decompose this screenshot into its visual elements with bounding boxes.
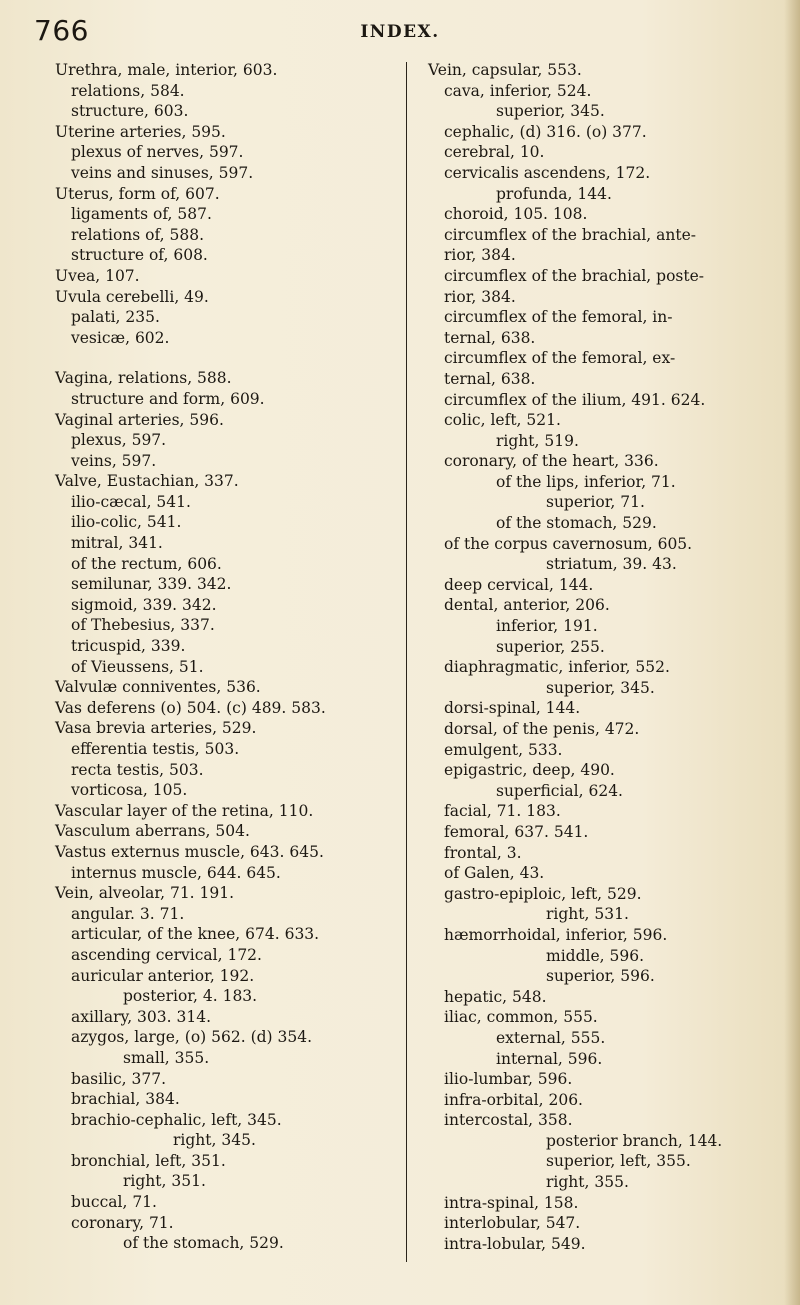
index-entry: Vastus externus muscle, 643. 645.	[55, 842, 324, 861]
index-entry: hepatic, 548.	[444, 987, 547, 1006]
index-entry: dental, anterior, 206.	[444, 596, 610, 615]
index-entry: ternal, 638.	[444, 328, 536, 347]
index-entry: colic, left, 521.	[444, 411, 561, 430]
index-entry: superior, 345.	[546, 678, 655, 697]
index-entry: veins and sinuses, 597.	[71, 163, 254, 182]
index-entry: auricular anterior, 192.	[71, 966, 255, 985]
index-entry: frontal, 3.	[444, 843, 522, 862]
index-entry: basilic, 377.	[71, 1069, 167, 1088]
index-entry: vorticosa, 105.	[71, 781, 188, 800]
index-entry: efferentia testis, 503.	[71, 740, 240, 758]
index-entry: superior, 71.	[546, 493, 645, 512]
page-number: 766	[34, 14, 89, 47]
index-entry: intercostal, 358.	[444, 1111, 573, 1130]
index-entry: ilio-cæcal, 541.	[71, 492, 191, 511]
index-entry: coronary, of the heart, 336.	[444, 452, 659, 471]
index-entry: angular. 3. 71.	[71, 904, 185, 923]
index-entry: infra-orbital, 206.	[444, 1090, 583, 1109]
index-entry: circumflex of the brachial, ante-	[444, 225, 697, 244]
index-entry: buccal, 71.	[71, 1193, 157, 1212]
index-entry: epigastric, deep, 490.	[444, 761, 615, 780]
index-entry: femoral, 637. 541.	[444, 822, 589, 841]
index-entry: Valvulæ conniventes, 536.	[55, 678, 261, 697]
index-entry: Uterus, form of, 607.	[55, 184, 220, 203]
index-entry: external, 555.	[496, 1028, 606, 1047]
index-entry: of Thebesius, 337.	[71, 616, 215, 635]
section-gap	[55, 348, 400, 368]
index-entry: Urethra, male, interior, 603.	[55, 61, 278, 79]
index-entry: internal, 596.	[496, 1049, 603, 1068]
index-entry: structure, 603.	[71, 102, 189, 121]
index-entry: inferior, 191.	[496, 617, 598, 636]
index-entry: Uvea, 107.	[55, 266, 140, 285]
index-entry: Vagina, relations, 588.	[55, 369, 232, 388]
index-entry: mitral, 341.	[71, 534, 163, 553]
index-entry: superficial, 624.	[496, 781, 623, 800]
index-entry: Vasa brevia arteries, 529.	[55, 719, 257, 738]
index-entry: intra-spinal, 158.	[444, 1193, 579, 1212]
index-entry: deep cervical, 144.	[444, 575, 594, 594]
index-entry: of Galen, 43.	[444, 864, 545, 883]
index-entry: ilio-colic, 541.	[71, 513, 182, 532]
index-entry: internus muscle, 644. 645.	[71, 863, 281, 882]
index-entry: choroid, 105. 108.	[444, 205, 588, 224]
index-entry: superior, 596.	[546, 967, 655, 986]
index-entry: axillary, 303. 314.	[71, 1007, 212, 1026]
index-entry: sigmoid, 339. 342.	[71, 595, 217, 614]
index-entry: ligaments of, 587.	[71, 205, 212, 224]
index-entry: rior, 384.	[444, 246, 516, 265]
index-entry: rior, 384.	[444, 287, 516, 306]
index-entry: structure and form, 609.	[71, 389, 265, 408]
index-entry: relations of, 588.	[71, 225, 205, 244]
index-entry: right, 531.	[546, 905, 629, 924]
index-entry: iliac, common, 555.	[444, 1008, 598, 1027]
index-entry: palati, 235.	[71, 308, 160, 327]
index-entry: profunda, 144.	[496, 184, 612, 203]
index-entry: dorsal, of the penis, 472.	[444, 720, 640, 738]
index-entry: articular, of the knee, 674. 633.	[71, 925, 320, 944]
index-entry: circumflex of the femoral, ex-	[444, 349, 676, 368]
index-entry: relations, 584.	[71, 81, 185, 100]
index-entry: plexus of nerves, 597.	[71, 143, 244, 162]
index-entry: of Vieussens, 51.	[71, 657, 204, 676]
index-entry: small, 355.	[123, 1048, 210, 1067]
index-entry: of the corpus cavernosum, 605.	[444, 534, 693, 553]
index-entry: facial, 71. 183.	[444, 802, 561, 821]
index-entry: interlobular, 547.	[444, 1214, 581, 1233]
index-entry: posterior, 4. 183.	[123, 987, 258, 1006]
index-entry: gastro-epiploic, left, 529.	[444, 884, 642, 903]
index-entry: brachial, 384.	[71, 1090, 180, 1109]
column-divider	[406, 62, 407, 1262]
running-title: INDEX.	[360, 22, 440, 42]
index-entry: Uterine arteries, 595.	[55, 122, 226, 141]
index-entry: hæmorrhoidal, inferior, 596.	[444, 925, 668, 944]
index-entry: cephalic, (d) 316. (o) 377.	[444, 122, 647, 141]
index-entry: brachio-cephalic, left, 345.	[71, 1110, 282, 1129]
index-entry: of the lips, inferior, 71.	[496, 472, 676, 491]
index-entry: recta testis, 503.	[71, 760, 204, 779]
index-entry: Vein, alveolar, 71. 191.	[55, 884, 235, 903]
index-entry: circumflex of the femoral, in-	[444, 308, 673, 327]
index-entry: tricuspid, 339.	[71, 637, 186, 656]
index-entry: cervicalis ascendens, 172.	[444, 163, 651, 182]
index-entry: striatum, 39. 43.	[546, 555, 677, 574]
index-column-right	[428, 60, 783, 1254]
index-entry: Vas deferens (o) 504. (c) 489. 583.	[55, 698, 326, 717]
index-entry: semilunar, 339. 342.	[71, 575, 232, 594]
index-entry: Vein, capsular, 553.	[428, 61, 582, 79]
index-entry: superior, left, 355.	[546, 1152, 691, 1171]
index-entry: cerebral, 10.	[444, 143, 545, 162]
index-entry: bronchial, left, 351.	[71, 1151, 226, 1170]
index-entry: structure of, 608.	[71, 246, 208, 265]
index-entry: plexus, 597.	[71, 431, 167, 450]
index-entry: azygos, large, (o) 562. (d) 354.	[71, 1028, 313, 1047]
index-entry: ascending cervical, 172.	[71, 945, 262, 964]
index-entry: coronary, 71.	[71, 1213, 174, 1232]
index-entry: emulgent, 533.	[444, 740, 563, 759]
index-entry: superior, 345.	[496, 102, 605, 121]
index-entry: Vasculum aberrans, 504.	[55, 822, 250, 841]
index-entry: veins, 597.	[71, 451, 157, 470]
index-entry: middle, 596.	[546, 946, 644, 965]
index-entry: of the rectum, 606.	[71, 554, 222, 573]
index-entry: of the stomach, 529.	[123, 1234, 284, 1253]
index-entry: dorsi-spinal, 144.	[444, 699, 581, 718]
index-entry: of the stomach, 529.	[496, 514, 657, 533]
index-entry: circumflex of the brachial, poste-	[444, 266, 704, 285]
page-edge-shadow	[784, 0, 800, 1305]
index-entry: diaphragmatic, inferior, 552.	[444, 658, 670, 677]
index-entry: right, 519.	[496, 431, 579, 450]
index-column-left	[55, 60, 400, 1254]
index-entry: Uvula cerebelli, 49.	[55, 287, 209, 306]
index-entry: intra-lobular, 549.	[444, 1234, 586, 1253]
index-entry: superior, 255.	[496, 637, 605, 656]
index-entry: posterior branch, 144.	[546, 1131, 723, 1150]
index-entry: ternal, 638.	[444, 369, 536, 388]
index-entry: cava, inferior, 524.	[444, 81, 592, 100]
index-entry: right, 345.	[173, 1131, 256, 1150]
index-entry: right, 355.	[546, 1173, 629, 1192]
index-entry: Valve, Eustachian, 337.	[55, 472, 239, 491]
index-entry: circumflex of the ilium, 491. 624.	[444, 390, 706, 409]
index-entry: right, 351.	[123, 1172, 206, 1191]
index-entry: ilio-lumbar, 596.	[444, 1070, 573, 1089]
index-entry: vesicæ, 602.	[71, 328, 170, 347]
index-entry: Vascular layer of the retina, 110.	[55, 801, 314, 820]
index-entry: Vaginal arteries, 596.	[55, 410, 224, 429]
